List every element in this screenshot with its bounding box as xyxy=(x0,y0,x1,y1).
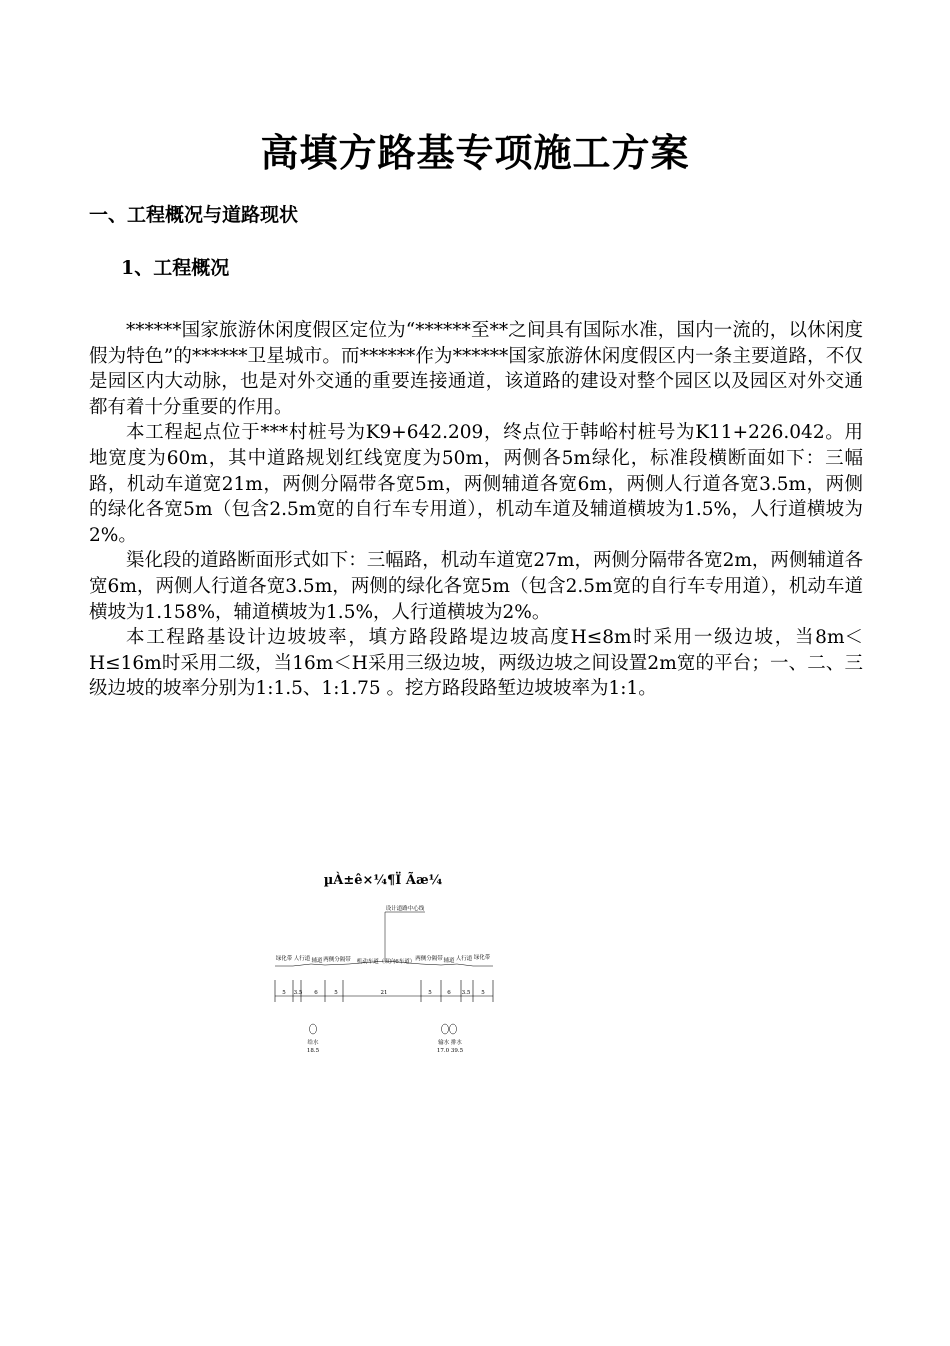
pipe-icon xyxy=(442,1024,449,1034)
dimension-value: 5 xyxy=(282,990,286,996)
pipe-icon xyxy=(310,1024,317,1034)
dimension-value: 3.5 xyxy=(461,990,471,996)
document-title: 高填方路基专项施工方案 xyxy=(260,130,690,175)
dimension-value: 3.5 xyxy=(293,990,303,996)
segment-label: 绿化带 xyxy=(473,955,491,961)
paragraph: 渠化段的道路断面形式如下：三幅路，机动车道宽27m，两侧分隔带各宽2m，两侧辅道各宽6m，两侧人行道各宽3.5m，两侧的绿化各宽5m（包含2.5m宽的自行车专用道），机动车道横坡为1.158%，辅道横坡为1.5%，人行道横坡为2%。 xyxy=(89,550,863,623)
pipe-label: 输水 排水 xyxy=(438,1040,462,1046)
segment-label: 人行道 xyxy=(455,956,473,962)
segment-label: 机动车道（双向6车道） xyxy=(356,959,416,965)
dimension-value: 5 xyxy=(428,990,432,996)
dimension-value: 5 xyxy=(481,990,485,996)
dimension-value: 21 xyxy=(380,990,388,996)
dimension-value: 6 xyxy=(447,990,451,996)
cross-section-figure xyxy=(265,860,505,1070)
figure-title: µÀ±ê×¼¶Ï Ãæ¼ xyxy=(323,873,443,888)
subsection-heading: 1、工程概况 xyxy=(121,257,230,279)
centerline-label: 设计道路中心线 xyxy=(385,906,425,912)
dimension-value: 6 xyxy=(314,990,318,996)
section-heading: 一、工程概况与道路现状 xyxy=(89,204,299,226)
paragraph: ******国家旅游休闲度假区定位为“******至**之间具有国际水准，国内一流的，以休闲度假为特色”的******卫星城市。而******作为******国家旅游休闲度假区内一条主要道路，不仅是园区内大动脉，也是对外交通的重要连接通道，该道路的建设对整个园区以及园区对外交通都有着十分重要的作用。 xyxy=(89,320,863,418)
segment-label: 辅道 xyxy=(311,958,323,964)
pipe-value: 18.5 xyxy=(306,1048,320,1054)
body-text xyxy=(89,318,863,702)
segment-label: 人行道 xyxy=(293,956,311,962)
pipe-icon xyxy=(450,1024,457,1034)
paragraph: 本工程路基设计边坡坡率，填方路段路堤边坡高度H≤8m时采用一级边坡，当8m＜H≤16m时采用二级，当16m＜H采用三级边坡，两级边坡之间设置2m宽的平台；一、二、三级边坡的坡率分别为1:1.5、1:1.75 。挖方路段路堑边坡坡率为1:1。 xyxy=(89,627,863,700)
segment-label: 两侧分隔带 xyxy=(323,957,351,963)
segment-label: 两侧分隔带 xyxy=(415,956,443,962)
segment-label: 辅道 xyxy=(443,958,455,964)
dimension-value: 5 xyxy=(334,990,338,996)
segment-label: 绿化带 xyxy=(275,956,293,962)
pipe-value: 17.0 39.5 xyxy=(436,1048,464,1054)
paragraph: 本工程起点位于***村桩号为K9+642.209，终点位于韩峪村桩号为K11+226.042。用地宽度为60m，其中道路规划红线宽度为50m，两侧各5m绿化，标准段横断面如下：三幅路，机动车道宽21m，两侧分隔带各宽5m，两侧辅道各宽6m，两侧人行道各宽3.5m，两侧的绿化各宽5m（包含2.5m宽的自行车专用道），机动车道及辅道横坡为1.5%，人行道横坡为2%。 xyxy=(89,422,863,546)
pipe-label: 给水 xyxy=(307,1040,319,1046)
